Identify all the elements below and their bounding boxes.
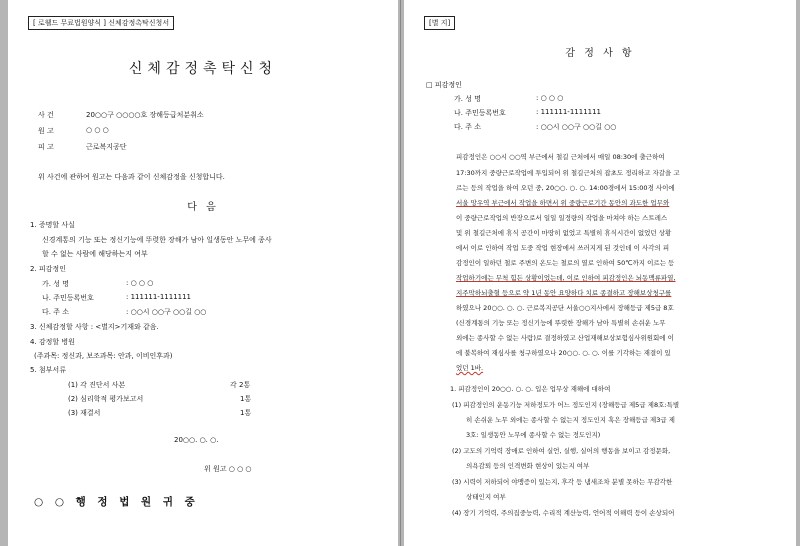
para-line: 에서 이로 인하여 작업 도중 작업 현장에서 쓰러지게 된 것인데 이 사각의 피: [456, 244, 670, 252]
subject-id-label: 나. 주민등록번호: [454, 109, 506, 117]
page-1: [8, 0, 398, 546]
daum-heading: 다 음: [187, 202, 219, 213]
signer: 위 원고 ○ ○ ○: [204, 465, 252, 473]
page-title: 감 정 사 항: [565, 48, 635, 59]
question-2-line-1: (2) 고도의 기억력 장애로 인하여 실언, 실행, 실어의 행동을 보이고 감정문화,: [452, 447, 671, 455]
attachment-name: (3) 재결서: [68, 409, 101, 417]
section-4-title: 4. 감정할 병원: [30, 338, 75, 346]
subject-name-label: 가. 성 명: [42, 280, 69, 288]
para-line: (신경계통의 기능 또는 정신기능에 뚜렷한 장해가 남아 특별히 손쉬운 노무: [456, 319, 666, 327]
section-4-value: (주과목: 정신과, 보조과목: 안과, 이비인후과): [34, 352, 173, 360]
party-value-case: 20○○구 ○○○○호 장해등급처분취소: [86, 111, 204, 119]
page-divider: [400, 0, 401, 546]
question-1-line-3: 3호: 일생동안 노무에 종사할 수 없는 정도인지): [466, 431, 601, 439]
party-value-defendant: 근로복지공단: [86, 143, 127, 151]
question-2-line-2: 의욕감퇴 등의 인격변화 현상이 있는지 여부: [466, 462, 590, 470]
question-4-line-1: (4) 장기 기억력, 주의집중능력, 수리적 계산능력, 언어적 이해력 등이 손상되어: [452, 509, 675, 517]
para-line: 르는 등의 작업을 하여 오던 중, 20○○. ○. ○. 14:00경에서 15:00경 사이에: [456, 184, 675, 192]
para-line: 이 중량근로작업의 반장으로서 일일 일정량의 작업을 마쳐야 하는 스트레스: [456, 214, 668, 222]
question-1-line-2: 히 손쉬운 노무 외에는 종사할 수 없는지 정도인지 혹은 장해등급 제3급 제: [466, 416, 675, 424]
attachment-name: (2) 심리학적 평가보고서: [68, 395, 144, 403]
page-title: 신체감정촉탁신청: [128, 61, 278, 77]
subject-addr-value: : ○○시 ○○구 ○○길 ○○: [536, 123, 617, 131]
section-1-line-2: 할 수 없는 사람에 해당하는지 여부: [42, 250, 148, 258]
subject-id-value: : 111111-1111111: [126, 293, 192, 301]
subject-name-value: : ○ ○ ○: [536, 94, 564, 102]
subject-name-value: : ○ ○ ○: [126, 279, 154, 287]
subject-id-label: 나. 주민등록번호: [42, 294, 94, 302]
filing-date: 20○○. ○. ○.: [174, 436, 219, 444]
para-line: 에 불복하여 재심사를 청구하였으나 20○○. ○. ○. 이를 기각하는 재결이 있: [456, 349, 671, 357]
attachment-name: (1) 각 진단서 사본: [68, 381, 126, 389]
party-label-plaintiff: 원 고: [38, 127, 54, 135]
attachment-count: 1통: [240, 409, 252, 417]
para-line: 작업하기에는 무척 힘든 상황이었는데, 이로 인하여 피감정인은 뇌동맥류파열,: [456, 274, 676, 282]
court-addressee: ○ ○ 행 정 법 원 귀 중: [34, 496, 199, 508]
section-5-title: 5. 첨부서류: [30, 366, 66, 374]
para-line: 지주막하뇌출혈 등으로 약 1년 동안 요양하다 치료 종결하고 장해보상청구를: [456, 289, 672, 297]
attachment-count: 각 2통: [230, 381, 251, 389]
page-2: [404, 0, 796, 546]
para-line: 외에는 종사할 수 없는 사람)로 결정하였고 산업재해보상보험심사위원회에 이: [456, 334, 674, 342]
attachment-count: 1통: [240, 395, 252, 403]
question-title: 1. 피감정인이 20○○. ○. ○. 입은 업무상 재해에 대하여: [450, 385, 611, 393]
section-1-title: 1. 증명할 사실: [30, 221, 75, 229]
question-1-line-1: (1) 피감정인의 운동기능 저하정도가 어느 정도인지 (장해등급 제5급 제8호:특별: [452, 401, 680, 409]
subject-name-label: 가. 성 명: [454, 95, 481, 103]
subject-addr-label: 다. 주 소: [42, 308, 69, 316]
subject-id-value: : 111111-1111111: [536, 108, 602, 116]
para-line: 서울 망우역 부근에서 작업을 하면서 위 중량근로기간 동안의 과도한 업무와: [456, 199, 670, 207]
page-header: [별 지]: [424, 16, 455, 30]
section-3: 3. 신체감정할 사항 : <별지>기재와 같음.: [30, 323, 159, 331]
question-3-line-1: (3) 시력이 저하되어 야맹증이 있는지, 후각 등 냄새조차 분별 못하는 무감각한: [452, 478, 673, 486]
para-line: 피감정인은 ○○시 ○○역 부근에서 철길 근처에서 매일 08:30에 출근하여: [456, 153, 665, 161]
para-line: 었던 1바.: [456, 364, 484, 372]
party-label-case: 사 건: [38, 111, 54, 119]
question-3-line-2: 상태인지 여부: [466, 493, 506, 501]
party-label-defendant: 피 고: [38, 143, 54, 151]
para-line: 17:30까지 중량근로작업에 투입되어 위 철길근처의 잡초도 정리하고 자갈을 고: [456, 169, 680, 177]
intro-text: 위 사건에 관하여 원고는 다음과 같이 신체감정을 신청합니다.: [38, 173, 225, 181]
subject-addr-label: 다. 주 소: [454, 123, 481, 131]
subject-addr-value: : ○○시 ○○구 ○○길 ○○: [126, 308, 207, 316]
party-value-plaintiff: ○ ○ ○: [86, 126, 109, 134]
para-line: 감정인이 일하던 철로 주변의 온도는 철로의 열로 인하여 50℃까지 이르는 등: [456, 259, 675, 267]
section-1-line-1: 신경계통의 기능 또는 정신기능에 뚜렷한 장해가 남아 일생동안 노무에 종사: [42, 236, 272, 244]
para-line: 하였으나 20○○. ○. ○. 근로복지공단 서울○○지사에서 장해등급 제5급 8호: [456, 304, 674, 312]
section-2-title: 2. 피감정인: [30, 265, 66, 273]
subject-section-title: □ 피감정인: [426, 81, 462, 89]
page-header: [ 로웰드 무료법원양식 ] 신체감정촉탁신청서: [28, 16, 174, 30]
para-line: 및 위 철길근처에 휴식 공간이 마땅히 없었고 특별히 휴식시간이 없었던 상황: [456, 229, 672, 237]
